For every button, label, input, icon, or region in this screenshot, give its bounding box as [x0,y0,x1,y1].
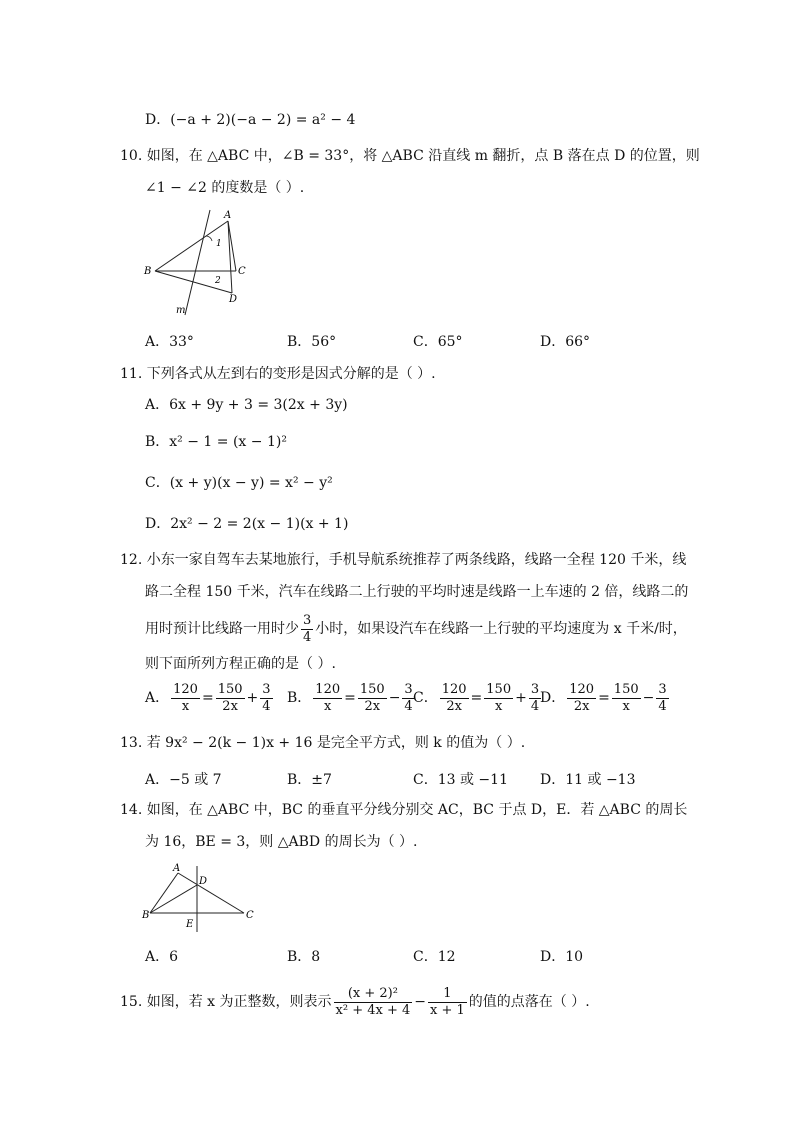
fraction: $\frac{150}{2x}$ [217,681,243,714]
q12-stem-line3 [145,612,687,646]
q12-stem-line4: 则下面所列方程正确的是（ ）. [145,656,336,672]
fraction: $\frac{120}{x}$ [315,681,341,714]
q12-stem-line1: 12. 小东一家自驾车去某地旅行，手机导航系统推荐了两条线路，线路一全程 120 千米，线 [120,552,687,568]
q14-option-a[interactable]: A．6 [145,949,179,965]
q14-option-b[interactable]: B．8 [287,949,321,965]
q14-option-d[interactable]: D．10 [540,949,584,965]
q10-label-m: m [176,305,186,316]
q11-option-c[interactable]: C．(x + y)(x − y) = x² − y² [145,475,333,491]
q14-label-b: B [142,910,150,921]
fraction: $\frac{3}{4}$ [658,681,667,714]
q11-option-a[interactable]: A．6x + 9y + 3 = 3(2x + 3y) [145,397,348,413]
q10-option-c[interactable]: C．65° [413,334,463,350]
q12-option-d[interactable]: D． $\frac{120}{2x}$ = $\frac{150}{x}$ − $\frac{3}{4}$ [540,681,667,714]
q14-seg-bd [150,885,197,913]
q12-option-c[interactable]: C． $\frac{120}{2x}$ = $\frac{150}{x}$ + $\frac{3}{4}$ [413,681,540,714]
fraction: $\frac{150}{x}$ [613,681,639,714]
fraction: $\frac{3}{4}$ [404,681,413,714]
q13-stem: 13. 若 9x² − 2(k − 1)x + 16 是完全平方式，则 k 的值为（ ）. [120,735,526,751]
q10-label-c: C [238,266,246,277]
q10-line-m [185,210,210,315]
q15-minus: − [414,994,426,1010]
q14-seg-ac [178,873,244,913]
q12-line3-prefix: 用时预计比线路一用时少 [145,621,299,637]
q10-angle1-arc [206,236,212,241]
q10-stem-line2: ∠1 − ∠2 的度数是（ ）. [145,180,305,196]
q12-line3-suffix: 小时，如果设汽车在线路一上行驶的平均速度为 x 千米/时， [315,621,687,637]
q12-option-a[interactable]: A． $\frac{120}{x}$ = $\frac{150}{2x}$ + $\frac{3}{4}$ [145,681,271,714]
q10-stem-line1: 10. 如图，在 △ABC 中，∠B = 33°，将 △ABC 沿直线 m 翻折，点 B 落在点 D 的位置，则 [120,148,700,164]
q12-option-b[interactable]: B． $\frac{120}{x}$ = $\frac{150}{2x}$ − $\frac{3}{4}$ [287,681,413,714]
q11-stem: 11. 下列各式从左到右的变形是因式分解的是（ ）. [120,366,436,382]
q13-option-b[interactable]: B．±7 [287,772,332,788]
fraction: $\frac{120}{x}$ [173,681,198,714]
q15-fraction-1: $\frac{\text{(x + 2)²}}{\text{x² + 4x + 4}}$ [335,985,411,1018]
q10-option-d[interactable]: D．66° [540,334,591,350]
q14-label-c: C [246,910,254,921]
q11-option-b[interactable]: B．x² − 1 = (x − 1)² [145,434,287,450]
q14-stem-line1: 14. 如图，在 △ABC 中，BC 的垂直平分线分别交 AC，BC 于点 D，E．若 △ABC 的周长 [120,802,688,818]
q13-option-d[interactable]: D．11 或 −13 [540,772,636,788]
q10-option-a[interactable]: A．33° [145,334,194,350]
q10-label-angle2: 2 [215,276,221,286]
q15-prefix: 15. 如图，若 x 为正整数，则表示 [120,994,332,1010]
q14-seg-ba [150,873,178,913]
q9-option-d: D．(−a + 2)(−a − 2) = a² − 4 [145,112,356,128]
q11-option-d[interactable]: D．2x² − 2 = 2(x − 1)(x + 1) [145,516,349,532]
q14-stem-line2: 为 16，BE = 3，则 △ABD 的周长为（ ）. [145,834,418,850]
q15-stem [120,984,590,1020]
fraction: $\frac{3}{4}$ [530,681,540,714]
q10-label-angle1: 1 [216,239,222,249]
q13-option-a[interactable]: A．−5 或 7 [145,772,222,788]
fraction: $\frac{120}{2x}$ [569,681,595,714]
q10-label-a: A [224,210,232,221]
q10-label-b: B [144,266,152,277]
fraction: $\frac{150}{2x}$ [359,681,385,714]
q14-figure [140,860,260,935]
q15-fraction-2: $\frac{1}{x + 1}$ [429,985,465,1018]
q14-label-a: A [173,863,181,874]
q12-fraction-three-quarters: $\frac{3}{4}$ [303,612,312,645]
q15-suffix: 的值的点落在（ ）. [468,994,590,1010]
q10-label-d: D [229,294,238,305]
fraction: $\frac{150}{x}$ [486,681,512,714]
q13-option-c[interactable]: C．13 或 −11 [413,772,508,788]
q12-stem-line2: 路二全程 150 千米，汽车在线路二上行驶的平均时速是线路一上车速的 2 倍，线路二的 [145,584,689,600]
q10-figure [140,205,260,320]
fraction: $\frac{120}{2x}$ [441,681,467,714]
q14-label-d: D [199,876,208,887]
q10-option-b[interactable]: B．56° [287,334,337,350]
q14-option-c[interactable]: C．12 [413,949,456,965]
q14-label-e: E [186,919,194,930]
fraction: $\frac{3}{4}$ [262,681,271,714]
